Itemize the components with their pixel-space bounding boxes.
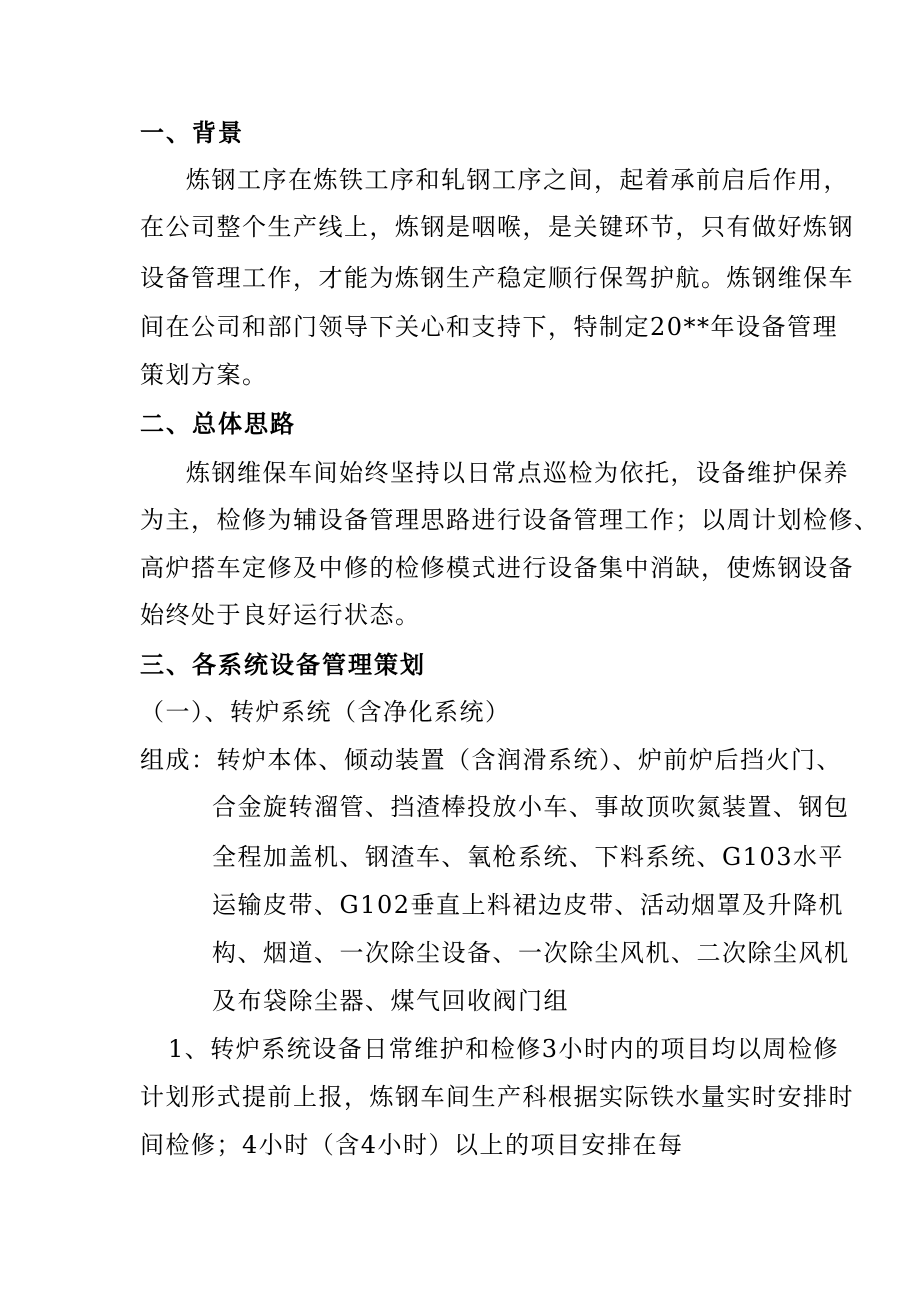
composition-line-1: 组成：转炉本体、倾动装置（含润滑系统）、炉前炉后挡火门、 [140,746,842,774]
item1-line-1: 1、转炉系统设备日常维护和检修3小时内的项目均以周检修 [168,1035,840,1063]
composition-line-3: 全程加盖机、钢渣车、氧枪系统、下料系统、G103水平 [212,843,844,871]
background-line-1: 炼钢工序在炼铁工序和轧钢工序之间，起着承前启后作用， [186,166,849,194]
item1-line-3: 间检修；4小时（含4小时）以上的项目安排在每 [140,1131,684,1159]
heading-overall: 二、总体思路 [140,410,296,438]
overall-line-2: 为主，检修为辅设备管理思路进行设备管理工作；以周计划检修、 [140,506,880,534]
composition-line-2: 合金旋转溜管、挡渣棒投放小车、事故顶吹氮装置、钢包 [212,793,850,821]
composition-line-6: 及布袋除尘器、煤气回收阀门组 [212,987,569,1015]
background-line-4: 间在公司和部门领导下关心和支持下，特制定20**年设备管理 [140,313,839,341]
background-line-3: 设备管理工作，才能为炼钢生产稳定顺行保驾护航。炼钢维保车 [140,264,854,292]
overall-line-4: 始终处于良好运行状态。 [140,601,421,629]
composition-line-5: 构、烟道、一次除尘设备、一次除尘风机、二次除尘风机 [212,939,850,967]
heading-background: 一、背景 [140,119,244,147]
overall-line-3: 高炉搭车定修及中修的检修模式进行设备集中消缺，使炼钢设备 [140,554,854,582]
overall-line-1: 炼钢维保车间始终坚持以日常点巡检为依托，设备维护保养 [186,459,849,487]
heading-systems: 三、各系统设备管理策划 [140,651,426,679]
background-line-5: 策划方案。 [140,361,268,389]
background-line-2: 在公司整个生产线上，炼钢是咽喉，是关键环节，只有做好炼钢 [140,213,854,241]
item1-line-2: 计划形式提前上报，炼钢车间生产科根据实际铁水量实时安排时 [140,1083,854,1111]
subheading-converter: （一）、转炉系统（含净化系统） [140,698,511,726]
composition-line-4: 运输皮带、G102垂直上料裙边皮带、活动烟罩及升降机 [212,891,844,919]
